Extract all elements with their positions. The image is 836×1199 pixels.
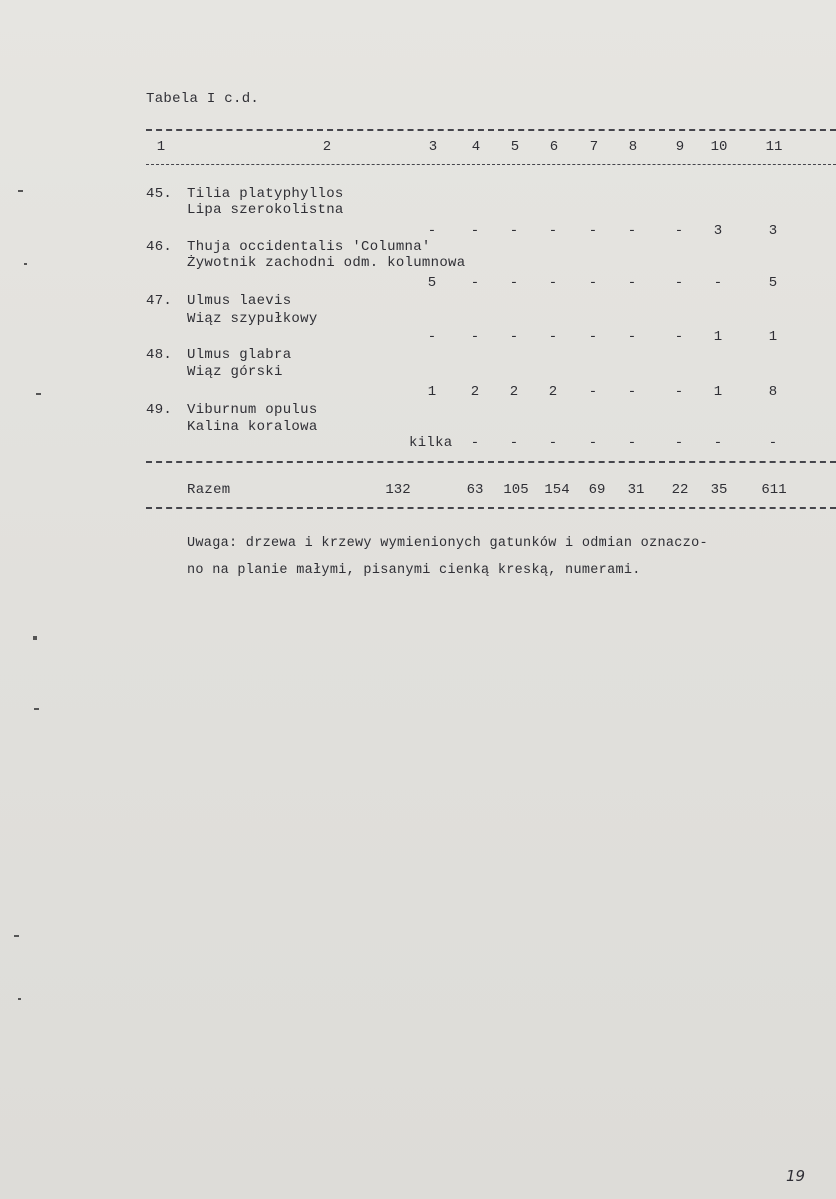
row-value: 1 (713, 384, 723, 400)
column-header-8: 8 (628, 139, 638, 155)
row-value: - (509, 329, 519, 345)
row-number: 45. (146, 186, 173, 202)
total-value: 132 (385, 482, 411, 498)
row-value: 1 (713, 329, 723, 345)
row-value: - (548, 275, 558, 291)
row-value: - (470, 435, 480, 451)
species-polish: Wiąz szypułkowy (187, 311, 318, 327)
row-value: - (713, 275, 723, 291)
column-header-5: 5 (510, 139, 520, 155)
total-value: 63 (466, 482, 484, 498)
total-value: 69 (588, 482, 606, 498)
row-value: - (627, 384, 637, 400)
page-number: 19 (786, 1167, 806, 1185)
note-line-1: Uwaga: drzewa i krzewy wymienionych gatunków i odmian oznaczo- (187, 536, 708, 551)
margin-mark (36, 393, 41, 395)
row-value: - (588, 275, 598, 291)
total-value: 31 (627, 482, 645, 498)
row-value: - (768, 435, 778, 451)
column-header-10: 10 (710, 139, 728, 155)
total-value: 22 (671, 482, 689, 498)
margin-mark (18, 190, 23, 192)
table-rule-header (146, 164, 836, 165)
margin-mark (34, 708, 39, 710)
row-value: - (713, 435, 723, 451)
column-header-1: 1 (156, 139, 166, 155)
row-value: - (674, 435, 684, 451)
table-title: Tabela I c.d. (146, 91, 260, 107)
row-value: 2 (509, 384, 519, 400)
total-value: 105 (503, 482, 529, 498)
column-header-9: 9 (675, 139, 685, 155)
row-value: - (427, 223, 437, 239)
row-value: - (509, 435, 519, 451)
row-number: 48. (146, 347, 173, 363)
column-header-2: 2 (322, 139, 332, 155)
row-value: 3 (713, 223, 723, 239)
row-number: 49. (146, 402, 173, 418)
table-rule-top (146, 129, 836, 131)
row-value: - (509, 223, 519, 239)
total-value: 35 (710, 482, 728, 498)
total-value: 154 (544, 482, 570, 498)
row-value: 1 (768, 329, 778, 345)
row-value: - (627, 435, 637, 451)
column-header-6: 6 (549, 139, 559, 155)
row-number: 46. (146, 239, 173, 255)
species-polish: Lipa szerokolistna (187, 202, 344, 218)
row-value: - (548, 223, 558, 239)
row-value: - (548, 435, 558, 451)
table-rule-total (146, 461, 836, 463)
row-value: - (427, 329, 437, 345)
species-latin: Thuja occidentalis 'Columna' (187, 239, 431, 255)
note-line-2: no na planie małymi, pisanymi cienką kreską, numerami. (187, 563, 641, 578)
margin-mark (24, 263, 27, 265)
row-value: 1 (427, 384, 437, 400)
species-polish: Żywotnik zachodni odm. kolumnowa (187, 255, 466, 271)
row-value: 8 (768, 384, 778, 400)
total-value: 611 (761, 482, 787, 498)
row-value: - (674, 275, 684, 291)
row-value: - (588, 435, 598, 451)
margin-mark (14, 935, 19, 937)
column-header-11: 11 (765, 139, 783, 155)
row-value: - (509, 275, 519, 291)
species-polish: Kalina koralowa (187, 419, 318, 435)
margin-mark (18, 998, 21, 1000)
row-value: - (588, 384, 598, 400)
row-value: - (588, 223, 598, 239)
row-value: 5 (427, 275, 437, 291)
row-value: - (674, 223, 684, 239)
species-polish: Wiąz górski (187, 364, 283, 380)
column-header-3: 3 (428, 139, 438, 155)
row-value: - (627, 223, 637, 239)
margin-mark (33, 636, 37, 640)
row-value: - (627, 329, 637, 345)
total-label: Razem (187, 482, 231, 498)
row-number: 47. (146, 293, 173, 309)
row-value: - (470, 223, 480, 239)
row-value: 2 (548, 384, 558, 400)
row-value: - (674, 384, 684, 400)
row-value: - (627, 275, 637, 291)
row-value: - (470, 329, 480, 345)
row-value: 3 (768, 223, 778, 239)
row-value: - (674, 329, 684, 345)
row-value: - (588, 329, 598, 345)
row-value: 5 (768, 275, 778, 291)
row-value: - (470, 275, 480, 291)
species-latin: Viburnum opulus (187, 402, 318, 418)
row-value: 2 (470, 384, 480, 400)
species-latin: Ulmus laevis (187, 293, 292, 309)
row-value: kilka (409, 435, 453, 451)
table-rule-bottom (146, 507, 836, 509)
species-latin: Tilia platyphyllos (187, 186, 344, 202)
column-header-7: 7 (589, 139, 599, 155)
row-value: - (548, 329, 558, 345)
species-latin: Ulmus glabra (187, 347, 292, 363)
column-header-4: 4 (471, 139, 481, 155)
